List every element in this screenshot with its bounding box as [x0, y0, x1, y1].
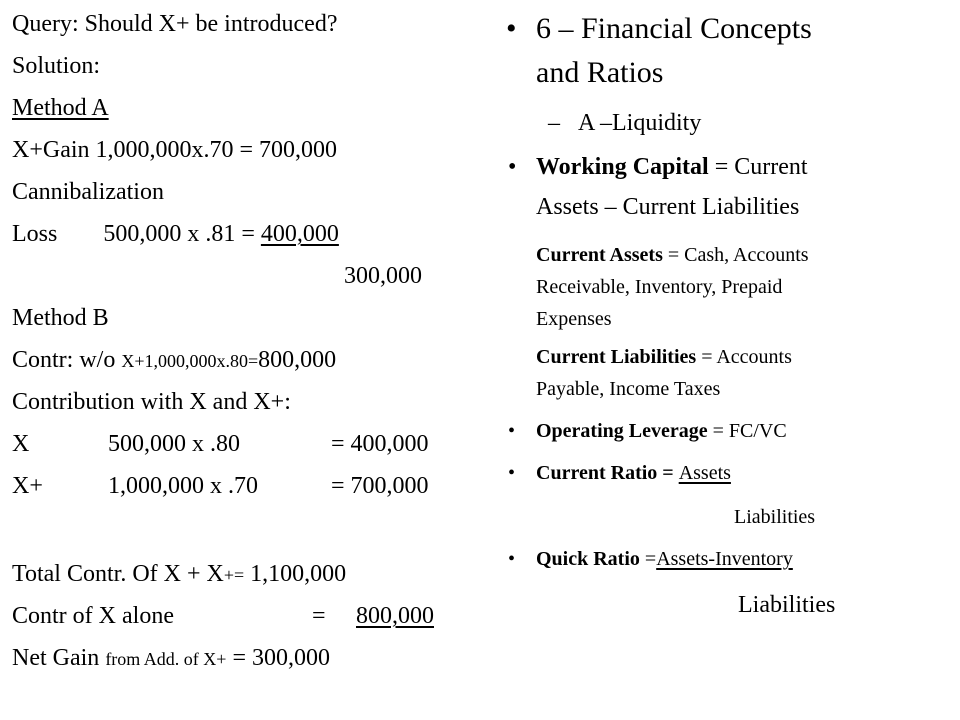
current-liabilities-def: = Accounts	[696, 346, 792, 368]
bullet-quick-ratio: •	[508, 548, 516, 570]
quick-ratio-numerator: Assets-Inventory	[656, 548, 793, 570]
total-contr-label: Total Contr. Of X + X	[12, 561, 224, 587]
heading-line-1: 6 – Financial Concepts	[536, 12, 812, 45]
total-contr-small: +=	[223, 565, 245, 585]
subheading-liquidity: A –Liquidity	[578, 110, 702, 136]
quick-ratio-line	[536, 548, 793, 571]
current-liabilities-line-1	[536, 346, 792, 369]
working-capital-term: Working Capital	[536, 154, 709, 180]
net-gain-small: from Add. of X+	[105, 649, 227, 669]
bullet-current-ratio: •	[508, 462, 516, 484]
sub-dash: –	[548, 110, 560, 136]
operating-leverage-term: Operating Leverage	[536, 420, 708, 442]
net-gain-label: Net Gain	[12, 645, 106, 671]
working-capital-line-2: Assets – Current Liabilities	[536, 194, 800, 220]
current-assets-term: Current Assets	[536, 244, 663, 266]
current-assets-def: = Cash, Accounts	[662, 244, 809, 266]
contr-alone-value: 800,000	[356, 603, 434, 629]
contr-without-line	[12, 348, 336, 372]
current-ratio-line	[536, 462, 731, 485]
contribution-with-label: Contribution with X and X+:	[12, 389, 291, 415]
current-liabilities-line-2: Payable, Income Taxes	[536, 378, 721, 400]
solution-label: Solution:	[12, 53, 101, 79]
bullet-working-capital: •	[508, 154, 517, 180]
method-a-net: 300,000	[344, 263, 422, 289]
contr-alone-eq: =	[312, 603, 326, 629]
current-ratio-numerator: Assets	[678, 462, 731, 484]
loss-line	[12, 222, 339, 246]
x-result: = 400,000	[331, 431, 429, 457]
net-gain-value: = 300,000	[226, 645, 330, 671]
quick-ratio-term: Quick Ratio	[536, 548, 640, 570]
quick-ratio-denominator: Liabilities	[738, 592, 836, 618]
loss-value: 400,000	[260, 221, 339, 247]
xplus-gain-line: X+Gain 1,000,000x.70 = 700,000	[12, 137, 338, 163]
total-contr-line	[12, 562, 346, 586]
total-contr-value: 1,100,000	[244, 561, 347, 587]
bullet-heading: •	[506, 12, 517, 45]
cannibalization-label: Cannibalization	[12, 179, 164, 205]
contr-label: Contr: w/o	[12, 347, 122, 373]
xplus-calc: 1,000,000 x .70	[108, 473, 258, 499]
current-assets-line-2: Receivable, Inventory, Prepaid	[536, 276, 783, 298]
current-assets-line-3: Expenses	[536, 308, 612, 330]
operating-leverage-line	[536, 420, 787, 443]
xplus-label: X+	[12, 473, 43, 499]
x-calc: 500,000 x .80	[108, 431, 240, 457]
current-ratio-denominator: Liabilities	[734, 506, 816, 528]
quick-ratio-eq: =	[639, 548, 657, 570]
heading-line-2: and Ratios	[536, 56, 664, 89]
contr-alone-label: Contr of X alone	[12, 603, 174, 629]
current-ratio-term: Current Ratio =	[536, 462, 679, 484]
loss-label: Loss	[12, 221, 58, 247]
current-liabilities-term: Current Liabilities	[536, 346, 697, 368]
contr-small: X+1,000,000x.80=	[121, 351, 259, 371]
operating-leverage-def: = FC/VC	[707, 420, 787, 442]
working-capital-def: = Current	[708, 154, 808, 180]
method-a-heading: Method A	[12, 95, 109, 121]
loss-calc: 500,000 x .81 =	[103, 221, 261, 247]
query-line: Query: Should X+ be introduced?	[12, 11, 338, 37]
method-b-heading: Method B	[12, 305, 109, 331]
net-gain-line	[12, 646, 330, 670]
contr-value: 800,000	[258, 347, 337, 373]
bullet-operating-leverage: •	[508, 420, 516, 442]
current-assets-line-1	[536, 244, 809, 267]
working-capital-line-1	[536, 154, 808, 181]
x-label: X	[12, 431, 30, 457]
xplus-result: = 700,000	[331, 473, 429, 499]
